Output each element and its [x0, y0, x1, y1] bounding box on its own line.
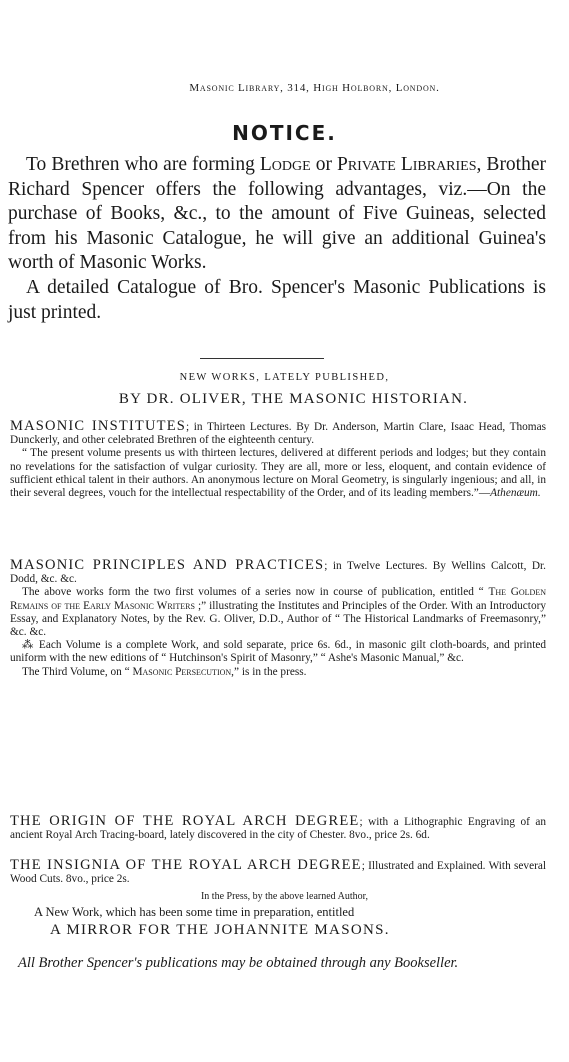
new-works-heading: NEW WORKS, LATELY PUBLISHED,: [179, 372, 390, 383]
book-entry: [10, 420, 546, 447]
book-description: ; with a Lithographic Engraving of an ancient Royal Arch Tracing-board, lately discovered in the city of Chester. 8vo., price 2s. 6d.: [10, 816, 546, 842]
intro-lodge: Lodge: [259, 154, 311, 175]
book-masonic-principles: [10, 559, 546, 679]
third-volume-b: ,” is in the press.: [231, 665, 307, 678]
press-note: In the Press, by the above learned Author,: [200, 891, 369, 902]
running-head: Masonic Library, 314, High Holborn, London.: [189, 82, 440, 94]
intro-private-libraries: Private Libraries: [336, 154, 477, 175]
book-description: ; Illustrated and Explained. With several Wood Cuts. 8vo., price 2s.: [10, 860, 546, 886]
series-title: The Golden Remains of the Early Masonic Writers: [10, 586, 547, 612]
third-volume-title: Masonic Persecution: [132, 665, 232, 678]
divider-rule: [200, 358, 324, 359]
third-volume-a: The Third Volume, on “: [22, 665, 133, 678]
mirror-title: A MIRROR FOR THE JOHANNITE MASONS.: [50, 922, 390, 938]
book-entry: [10, 559, 546, 586]
book-description: ; in Twelve Lectures. By Wellins Calcott, Dr. Dodd, &c. &c.: [10, 560, 547, 586]
book-entry: [10, 859, 546, 886]
book-royal-arch-insignia: [10, 859, 546, 886]
intro-prefix: To Brethren who are forming: [26, 154, 260, 175]
series-paragraph: [10, 586, 546, 639]
new-work-note: A New Work, which has been some time in preparation, entitled: [34, 905, 355, 919]
review-quote: [10, 447, 546, 500]
book-masonic-institutes: [10, 420, 546, 500]
intro-rest: , Brother Richard Spencer offers the following advantages, viz.—On the purchase of Books, &c., to the amount of Five Guineas, selected from his Masonic Catalogue, he will give an additional Guinea's worth of Masonic Works.: [8, 154, 547, 274]
third-volume-paragraph: [10, 666, 546, 679]
book-description: ; in Thirteen Lectures. By Dr. Anderson, Martin Clare, Isaac Head, Thomas Dunckerly, and other celebrated Brethren of the eighteenth century.: [10, 421, 546, 447]
book-royal-arch-origin: [10, 815, 546, 842]
bookseller-note: All Brother Spencer's publications may be obtained through any Bookseller.: [18, 955, 459, 971]
intro-or: or: [310, 154, 337, 175]
intro-paragraph-1: [8, 153, 546, 276]
series-text-b: ;” illustrating the Institutes and Principles of the Order. With an Introductory Essay, and Explanatory Notes, by the Rev. G. Oliver, D.D., Author of “ The Historical Landmarks of Freemasonry,” &c. &c.: [10, 599, 547, 639]
price-paragraph: ⁂ Each Volume is a complete Work, and sold separate, price 6s. 6d., in masonic gilt cloth-boards, and printed uniform with the new editions of “ Hutchinson's Spirit of Masonry,” “ Ashe's Masonic Manual,” &c.: [10, 639, 546, 665]
quote-source: Athenæum.: [490, 487, 541, 500]
book-title: THE INSIGNIA OF THE ROYAL ARCH DEGREE: [10, 857, 362, 873]
notice-title: NOTICE.: [232, 121, 337, 145]
intro-paragraph-2: A detailed Catalogue of Bro. Spencer's Masonic Publications is just printed.: [8, 276, 546, 323]
intro-section: [8, 153, 546, 325]
book-entry: [10, 815, 546, 842]
book-title: THE ORIGIN OF THE ROYAL ARCH DEGREE: [10, 813, 360, 829]
series-text-a: The above works form the two first volumes of a series now in course of publication, entitled “: [22, 586, 489, 599]
book-title: MASONIC INSTITUTES: [10, 418, 187, 434]
author-byline: BY DR. OLIVER, THE MASONIC HISTORIAN.: [118, 391, 469, 407]
quote-text: “ The present volume presents us with thirteen lectures, delivered at different periods and lodges; but they contain no revelations for the satisfaction of vulgar curiosity. They are all, more or less, eloquent, and contain evidence of sufficient ethical talent in their authors. An anonymous lecture on Moral Geometry, is singularly ingenious; and all, in their several degrees, vouch for the intellectual respectability of the Order, and of its leading members.”—: [10, 447, 546, 500]
book-title: MASONIC PRINCIPLES AND PRACTICES: [10, 557, 325, 573]
